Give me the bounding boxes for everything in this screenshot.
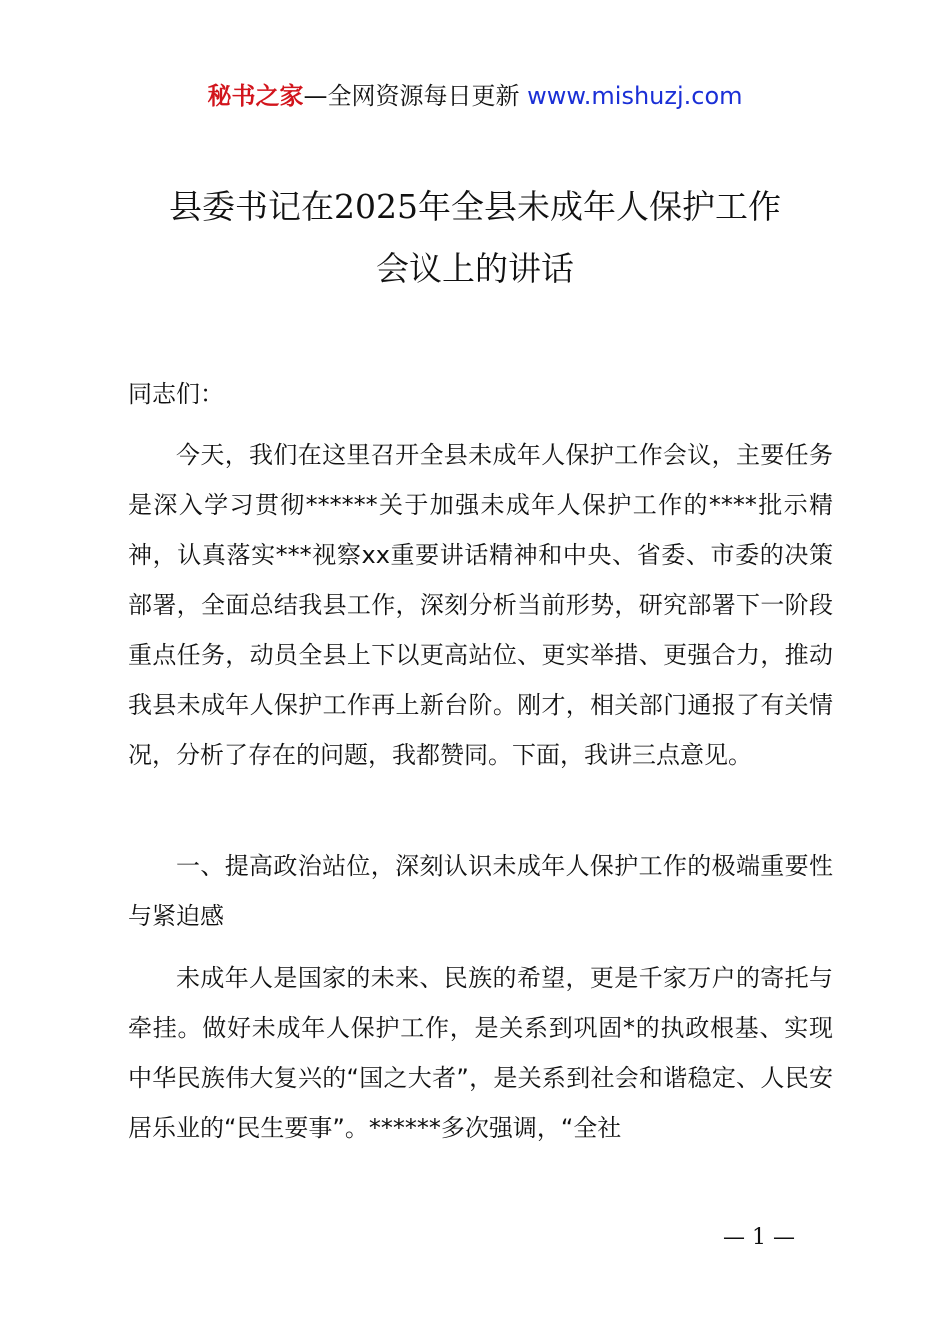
paragraph-section-1: 未成年人是国家的未来、民族的希望，更是千家万户的寄托与牵挂。做好未成年人保护工作，是关系到巩固*的执政根基、实现中华民族伟大复兴的“国之大者”，是关系到社会和谐稳定、人民安居乐业的“民生要事”。******多次强调，“全社 bbox=[128, 964, 833, 1142]
header-tagline: —全网资源每日更新 bbox=[303, 82, 520, 110]
salutation: 同志们： bbox=[128, 380, 224, 408]
page-number: — 1 — bbox=[723, 1225, 795, 1250]
section-heading-1: 一、提高政治站位，深刻认识未成年人保护工作的极端重要性与紧迫感 bbox=[128, 852, 833, 930]
document-title bbox=[0, 176, 950, 300]
site-header bbox=[0, 78, 950, 114]
paragraph-intro: 今天，我们在这里召开全县未成年人保护工作会议，主要任务是深入学习贯彻******关于加强未成年人保护工作的****批示精神，认真落实***视察xx重要讲话精神和中央、省委、市委的决策部署，全面总结我县工作，深刻分析当前形势，研究部署下一阶段重点任务，动员全县上下以更高站位、更实举措、更强合力，推动我县未成年人保护工作再上新台阶。刚才，相关部门通报了有关情况，分析了存在的问题，我都赞同。下面，我讲三点意见。 bbox=[128, 441, 833, 769]
title-line-1: 县委书记在2025年全县未成年人保护工作 bbox=[169, 187, 781, 226]
site-url[interactable]: www.mishuzj.com bbox=[527, 82, 743, 110]
brand-name: 秘书之家 bbox=[207, 82, 304, 110]
title-line-2: 会议上的讲话 bbox=[376, 249, 574, 288]
